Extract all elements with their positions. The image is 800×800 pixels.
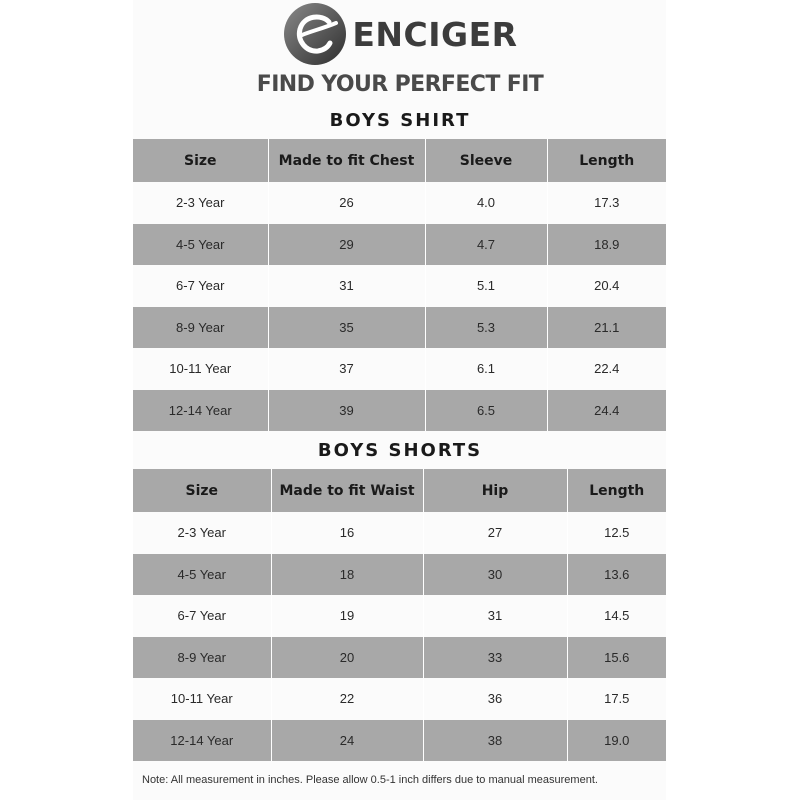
table-cell: 5.1	[425, 265, 547, 307]
table-cell: 16	[271, 512, 423, 554]
table-cell: 17.3	[547, 182, 666, 224]
brand-header	[0, 4, 800, 64]
table-cell: 4-5 Year	[133, 554, 271, 596]
table-cell: 12.5	[567, 512, 666, 554]
table-cell: 30	[423, 554, 567, 596]
table-row	[133, 307, 666, 349]
tagline: FIND YOUR PERFECT FIT	[256, 72, 544, 97]
table-row	[133, 224, 666, 266]
table-cell: 12-14 Year	[133, 720, 271, 762]
table-cell: 13.6	[567, 554, 666, 596]
table-row	[133, 595, 666, 637]
table-row	[133, 637, 666, 679]
table-cell: 4-5 Year	[133, 224, 268, 266]
table-cell: 10-11 Year	[133, 678, 271, 720]
table-row	[133, 512, 666, 554]
shirt-size-table	[133, 139, 666, 431]
table-cell: 33	[423, 637, 567, 679]
table-cell: 10-11 Year	[133, 348, 268, 390]
table-cell: 21.1	[547, 307, 666, 349]
table-cell: 6.5	[425, 390, 547, 432]
table-row	[133, 720, 666, 762]
table-cell: 29	[268, 224, 425, 266]
column-header: Length	[567, 469, 666, 512]
table-cell: 4.0	[425, 182, 547, 224]
table-cell: 27	[423, 512, 567, 554]
column-header: Made to fit Waist	[271, 469, 423, 512]
table-cell: 17.5	[567, 678, 666, 720]
column-header: Hip	[423, 469, 567, 512]
table-cell: 31	[423, 595, 567, 637]
brand-name: ENCIGER	[352, 14, 518, 54]
table-cell: 26	[268, 182, 425, 224]
table-cell: 20.4	[547, 265, 666, 307]
enciger-e-logo-icon	[282, 1, 348, 67]
table-cell: 24.4	[547, 390, 666, 432]
table-cell: 22.4	[547, 348, 666, 390]
table-cell: 12-14 Year	[133, 390, 268, 432]
table-cell: 20	[271, 637, 423, 679]
table-cell: 18	[271, 554, 423, 596]
table-row	[133, 678, 666, 720]
table-cell: 6-7 Year	[133, 595, 271, 637]
column-header: Size	[133, 469, 271, 512]
table-cell: 2-3 Year	[133, 512, 271, 554]
table-header-row	[133, 469, 666, 512]
table-cell: 14.5	[567, 595, 666, 637]
table-cell: 6-7 Year	[133, 265, 268, 307]
table-cell: 22	[271, 678, 423, 720]
table-cell: 15.6	[567, 637, 666, 679]
column-header: Size	[133, 139, 268, 182]
table-cell: 18.9	[547, 224, 666, 266]
table-row	[133, 348, 666, 390]
table-cell: 35	[268, 307, 425, 349]
table-cell: 38	[423, 720, 567, 762]
table-cell: 19	[271, 595, 423, 637]
table-cell: 37	[268, 348, 425, 390]
table-cell: 39	[268, 390, 425, 432]
table-row	[133, 390, 666, 432]
shirt-section-title: BOYS SHIRT	[329, 110, 471, 131]
table-cell: 31	[268, 265, 425, 307]
table-row	[133, 554, 666, 596]
table-cell: 8-9 Year	[133, 307, 268, 349]
measurement-note: Note: All measurement in inches. Please allow 0.5-1 inch differs due to manual measurement.	[142, 774, 598, 786]
table-cell: 36	[423, 678, 567, 720]
table-cell: 19.0	[567, 720, 666, 762]
table-row	[133, 182, 666, 224]
table-cell: 5.3	[425, 307, 547, 349]
column-header: Made to fit Chest	[268, 139, 425, 182]
table-cell: 8-9 Year	[133, 637, 271, 679]
shorts-section-title: BOYS SHORTS	[317, 440, 483, 461]
column-header: Length	[547, 139, 666, 182]
table-cell: 2-3 Year	[133, 182, 268, 224]
table-header-row	[133, 139, 666, 182]
table-cell: 4.7	[425, 224, 547, 266]
shorts-size-table	[133, 469, 666, 761]
column-header: Sleeve	[425, 139, 547, 182]
table-row	[133, 265, 666, 307]
table-cell: 6.1	[425, 348, 547, 390]
table-cell: 24	[271, 720, 423, 762]
